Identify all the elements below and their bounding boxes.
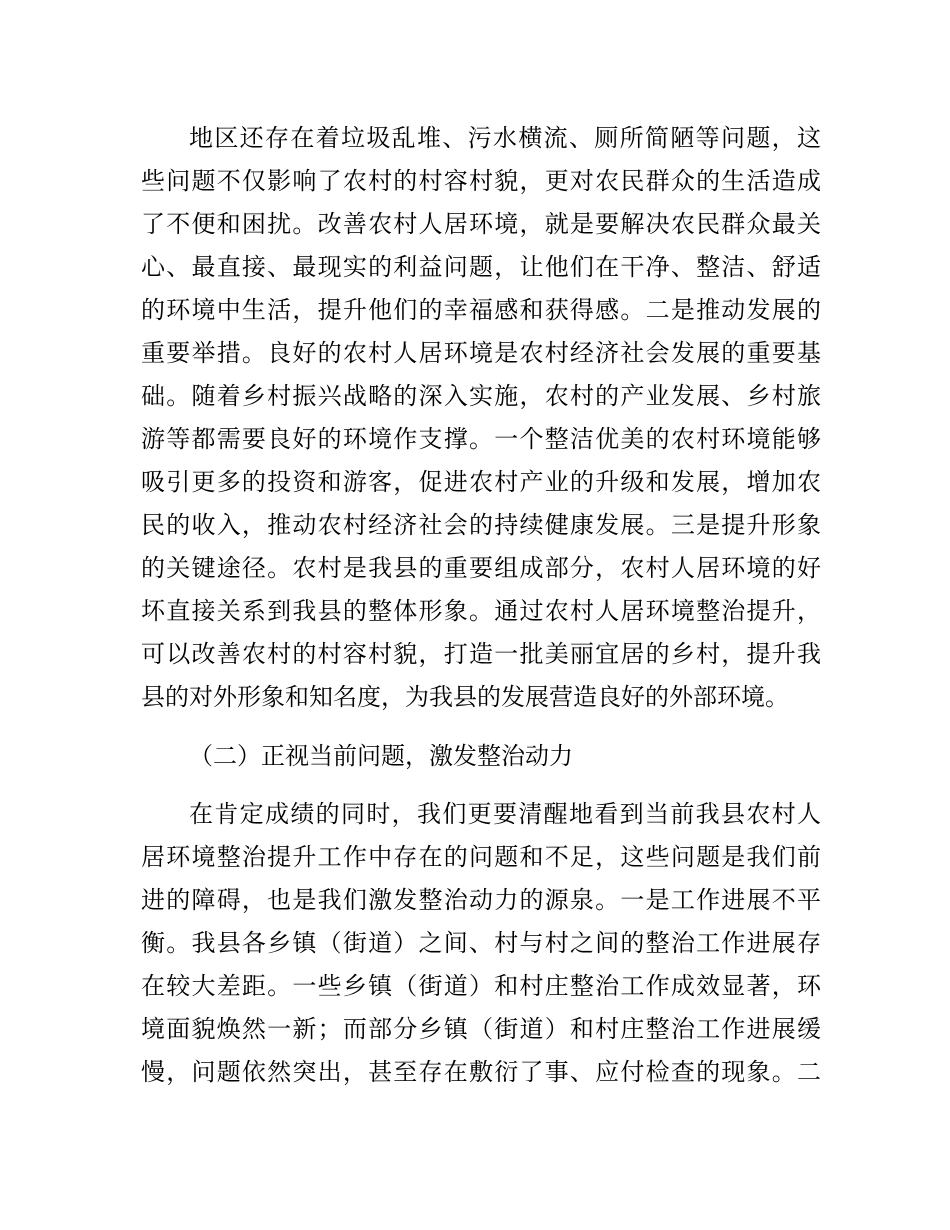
paragraph-2-line: 衡。我县各乡镇（街道）之间、村与村之间的整治工作进展存 bbox=[141, 929, 821, 957]
paragraph-1-line: 些问题不仅影响了农村的村容村貌，更对农民群众的生活造成 bbox=[141, 167, 821, 195]
paragraph-1-line: 了不便和困扰。改善农村人居环境，就是要解决农民群众最关 bbox=[141, 210, 821, 238]
paragraph-2-line: 在较大差距。一些乡镇（街道）和村庄整治工作成效显著，环 bbox=[141, 972, 821, 1000]
section-heading: （二）正视当前问题，激发整治动力 bbox=[189, 742, 573, 770]
paragraph-2-line: 慢，问题依然突出，甚至存在敷衍了事、应付检查的现象。二 bbox=[141, 1058, 821, 1086]
paragraph-1-line: 吸引更多的投资和游客，促进农村产业的升级和发展，增加农 bbox=[141, 468, 821, 496]
paragraph-1-line: 地区还存在着垃圾乱堆、污水横流、厕所简陋等问题，这 bbox=[189, 124, 821, 152]
paragraph-1-line: 县的对外形象和知名度，为我县的发展营造良好的外部环境。 bbox=[141, 683, 789, 711]
paragraph-1-line: 重要举措。良好的农村人居环境是农村经济社会发展的重要基 bbox=[141, 339, 821, 367]
paragraph-1-line: 游等都需要良好的环境作支撑。一个整洁优美的农村环境能够 bbox=[141, 425, 821, 453]
paragraph-2-line: 进的障碍，也是我们激发整治动力的源泉。一是工作进展不平 bbox=[141, 886, 821, 914]
paragraph-2-line: 居环境整治提升工作中存在的问题和不足，这些问题是我们前 bbox=[141, 843, 821, 871]
paragraph-1-line: 民的收入，推动农村经济社会的持续健康发展。三是提升形象 bbox=[141, 511, 821, 539]
paragraph-2-line: 境面貌焕然一新；而部分乡镇（街道）和村庄整治工作进展缓 bbox=[141, 1015, 821, 1043]
paragraph-1-line: 的关键途径。农村是我县的重要组成部分，农村人居环境的好 bbox=[141, 554, 821, 582]
paragraph-1-line: 础。随着乡村振兴战略的深入实施，农村的产业发展、乡村旅 bbox=[141, 382, 821, 410]
paragraph-1-line: 心、最直接、最现实的利益问题，让他们在干净、整洁、舒适 bbox=[141, 253, 821, 281]
paragraph-1-line: 坏直接关系到我县的整体形象。通过农村人居环境整治提升， bbox=[141, 597, 821, 625]
paragraph-2-line: 在肯定成绩的同时，我们更要清醒地看到当前我县农村人 bbox=[189, 800, 821, 828]
paragraph-1-line: 可以改善农村的村容村貌，打造一批美丽宜居的乡村，提升我 bbox=[141, 640, 821, 668]
paragraph-1-line: 的环境中生活，提升他们的幸福感和获得感。二是推动发展的 bbox=[141, 296, 821, 324]
